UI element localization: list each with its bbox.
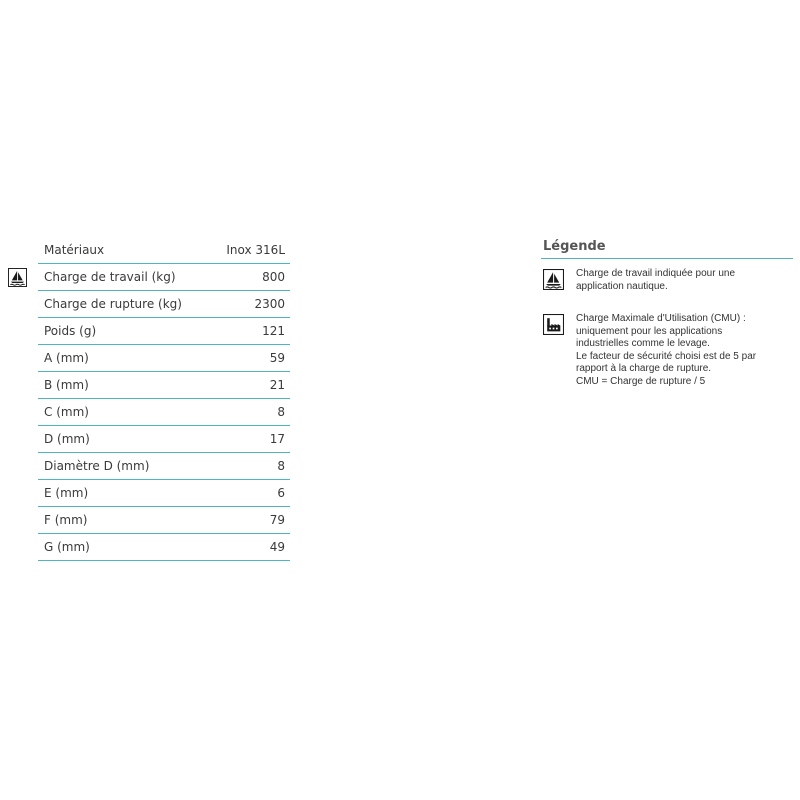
row-value: 49 <box>269 540 285 554</box>
row-value: 2300 <box>254 297 285 311</box>
table-row <box>38 507 290 534</box>
row-value: 79 <box>269 513 285 527</box>
sailboat-icon <box>543 269 564 290</box>
legend-title: Légende <box>543 239 606 254</box>
row-value: 800 <box>262 270 285 284</box>
table-row <box>38 372 290 399</box>
row-value: 6 <box>277 486 285 500</box>
legend-text: Charge Maximale d'Utilisation (CMU) : uniquement pour les applications industrielles comme le levage. Le facteur de sécurité choisi est de 5 par rapport à la charge de rupture. CMU = Charge de rupture / 5 <box>576 313 757 387</box>
row-value: 8 <box>277 405 285 419</box>
legend-divider <box>541 258 793 259</box>
legend-item-nautical <box>541 268 793 293</box>
row-label: Diamètre D (mm) <box>44 459 150 473</box>
legend <box>541 237 793 388</box>
table-row <box>38 480 290 507</box>
row-label: D (mm) <box>44 432 90 446</box>
row-value: 17 <box>269 432 285 446</box>
table-row <box>38 426 290 453</box>
row-label: E (mm) <box>44 486 89 500</box>
table-row <box>38 453 290 480</box>
row-value: 59 <box>269 351 285 365</box>
row-label: A (mm) <box>44 351 89 365</box>
row-label: Poids (g) <box>44 324 97 338</box>
specs-header-row <box>38 237 290 264</box>
sailboat-icon <box>8 268 27 287</box>
legend-text: Charge de travail indiquée pour une application nautique. <box>576 268 735 292</box>
row-label: C (mm) <box>44 405 89 419</box>
row-value: 8 <box>277 459 285 473</box>
row-label: F (mm) <box>44 513 88 527</box>
table-row <box>38 291 290 318</box>
specs-table <box>8 237 290 561</box>
row-label: G (mm) <box>44 540 90 554</box>
row-value: 121 <box>262 324 285 338</box>
factory-icon <box>543 314 564 335</box>
table-row <box>38 264 290 291</box>
material-value: Inox 316L <box>226 243 285 257</box>
table-row <box>38 534 290 561</box>
row-label: B (mm) <box>44 378 89 392</box>
row-label: Charge de rupture (kg) <box>44 297 182 311</box>
table-row <box>38 345 290 372</box>
row-label: Charge de travail (kg) <box>44 270 176 284</box>
table-row <box>38 318 290 345</box>
material-label: Matériaux <box>44 243 105 257</box>
table-row <box>38 399 290 426</box>
row-value: 21 <box>269 378 285 392</box>
legend-item-industrial <box>541 313 793 388</box>
